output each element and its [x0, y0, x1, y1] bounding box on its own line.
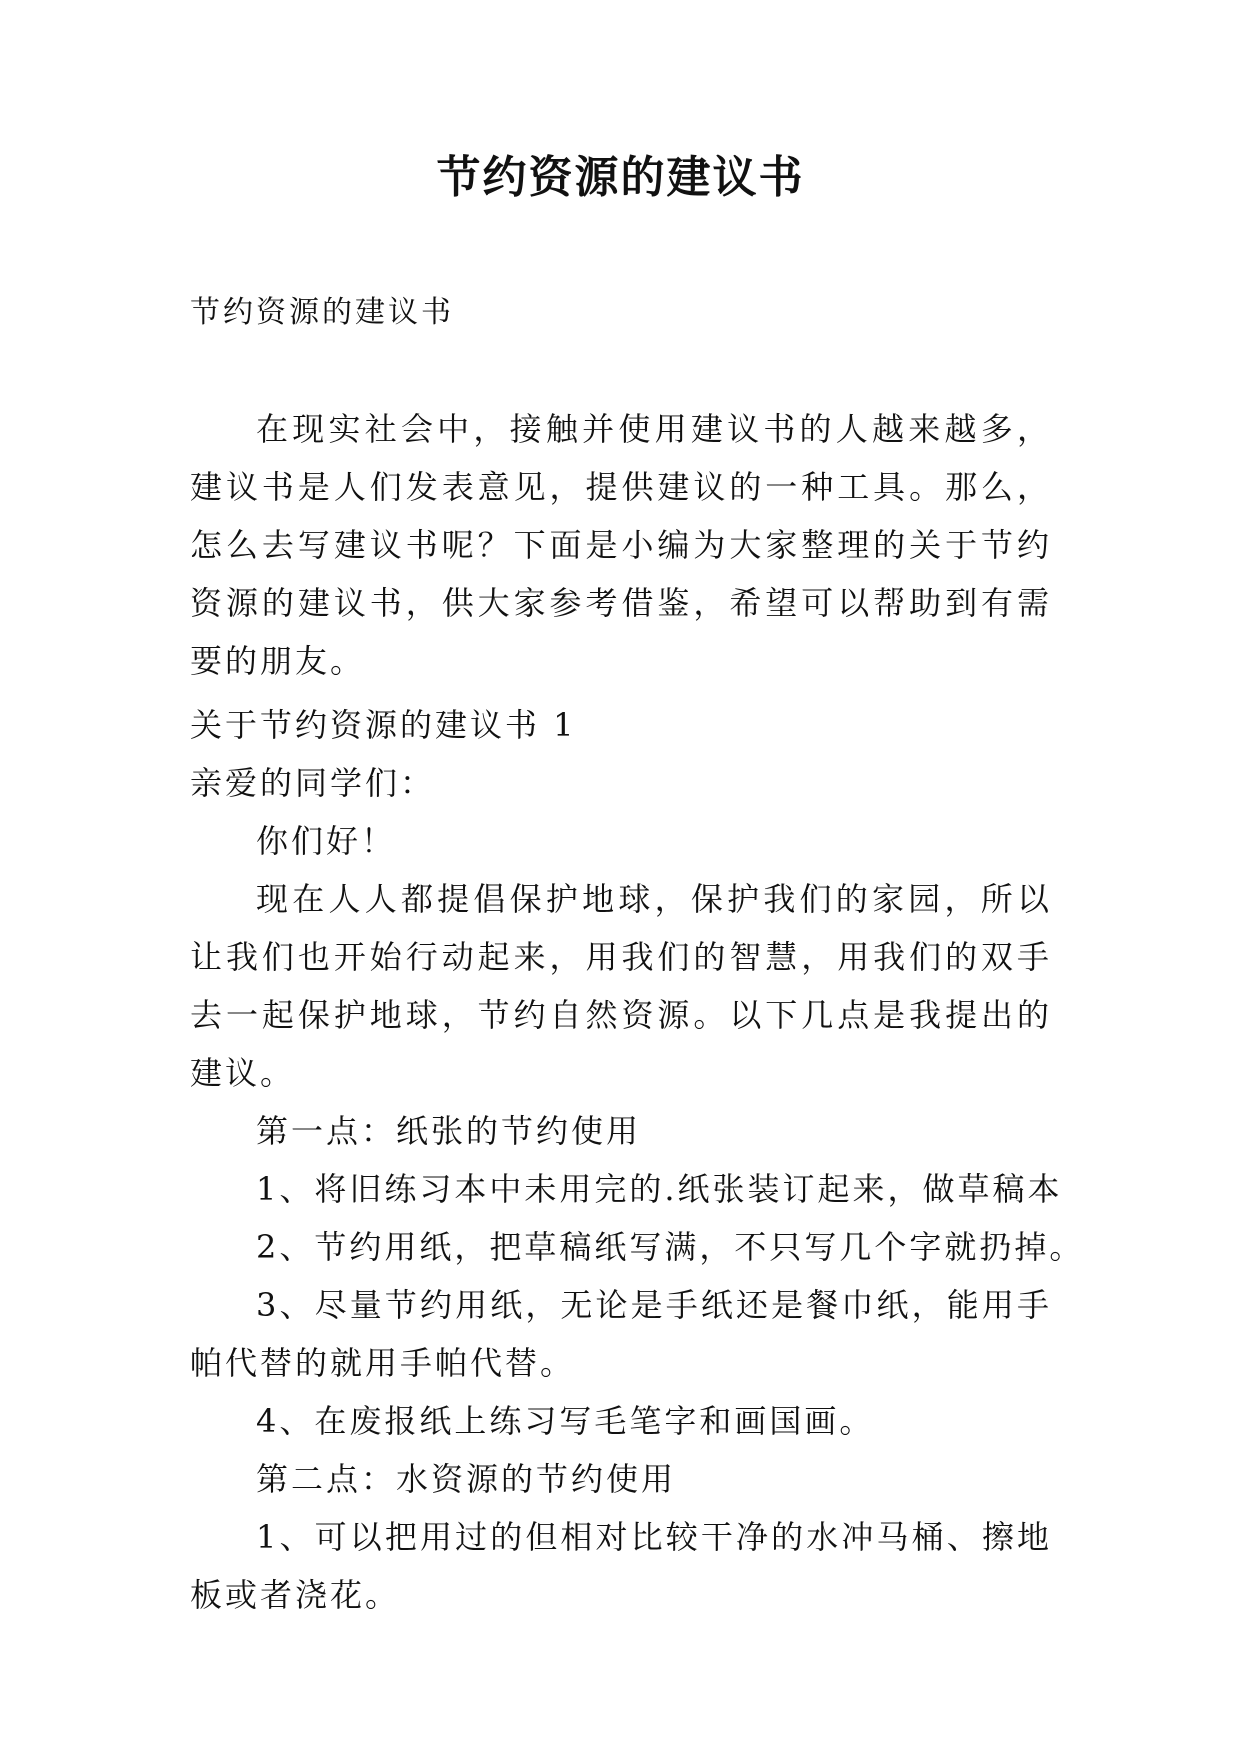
section-heading: 关于节约资源的建议书 1	[190, 706, 577, 744]
list-item: 4、在废报纸上练习写毛笔字和画国画。	[256, 1402, 875, 1440]
document-title: 节约资源的建议书	[436, 152, 805, 203]
list-item: 1、可以把用过的但相对比较干净的水冲马桶、擦地板或者浇花。	[190, 1518, 1052, 1614]
body-paragraph: 现在人人都提倡保护地球，保护我们的家园，所以让我们也开始行动起来，用我们的智慧，用我们的双手去一起保护地球，节约自然资源。以下几点是我提出的建议。	[190, 880, 1052, 1092]
salutation: 亲爱的同学们：	[190, 764, 436, 802]
letter-body	[190, 696, 1085, 1624]
document-subtitle: 节约资源的建议书	[190, 295, 454, 330]
list-item: 1、将旧练习本中未用完的.纸张装订起来，做草稿本	[256, 1170, 1063, 1208]
list-item: 3、尽量节约用纸，无论是手纸还是餐巾纸，能用手帕代替的就用手帕代替。	[190, 1286, 1052, 1382]
list-item: 2、节约用纸，把草稿纸写满，不只写几个字就扔掉。	[256, 1228, 1085, 1266]
intro-paragraph: 在现实社会中，接触并使用建议书的人越来越多，建议书是人们发表意见，提供建议的一种工具。那么，怎么去写建议书呢？下面是小编为大家整理的关于节约资源的建议书，供大家参考借鉴，希望可以帮助到有需要的朋友。	[190, 410, 1052, 680]
point-2-heading: 第二点：水资源的节约使用	[256, 1460, 677, 1498]
greeting: 你们好！	[256, 822, 397, 860]
point-1-heading: 第一点：纸张的节约使用	[256, 1112, 642, 1150]
